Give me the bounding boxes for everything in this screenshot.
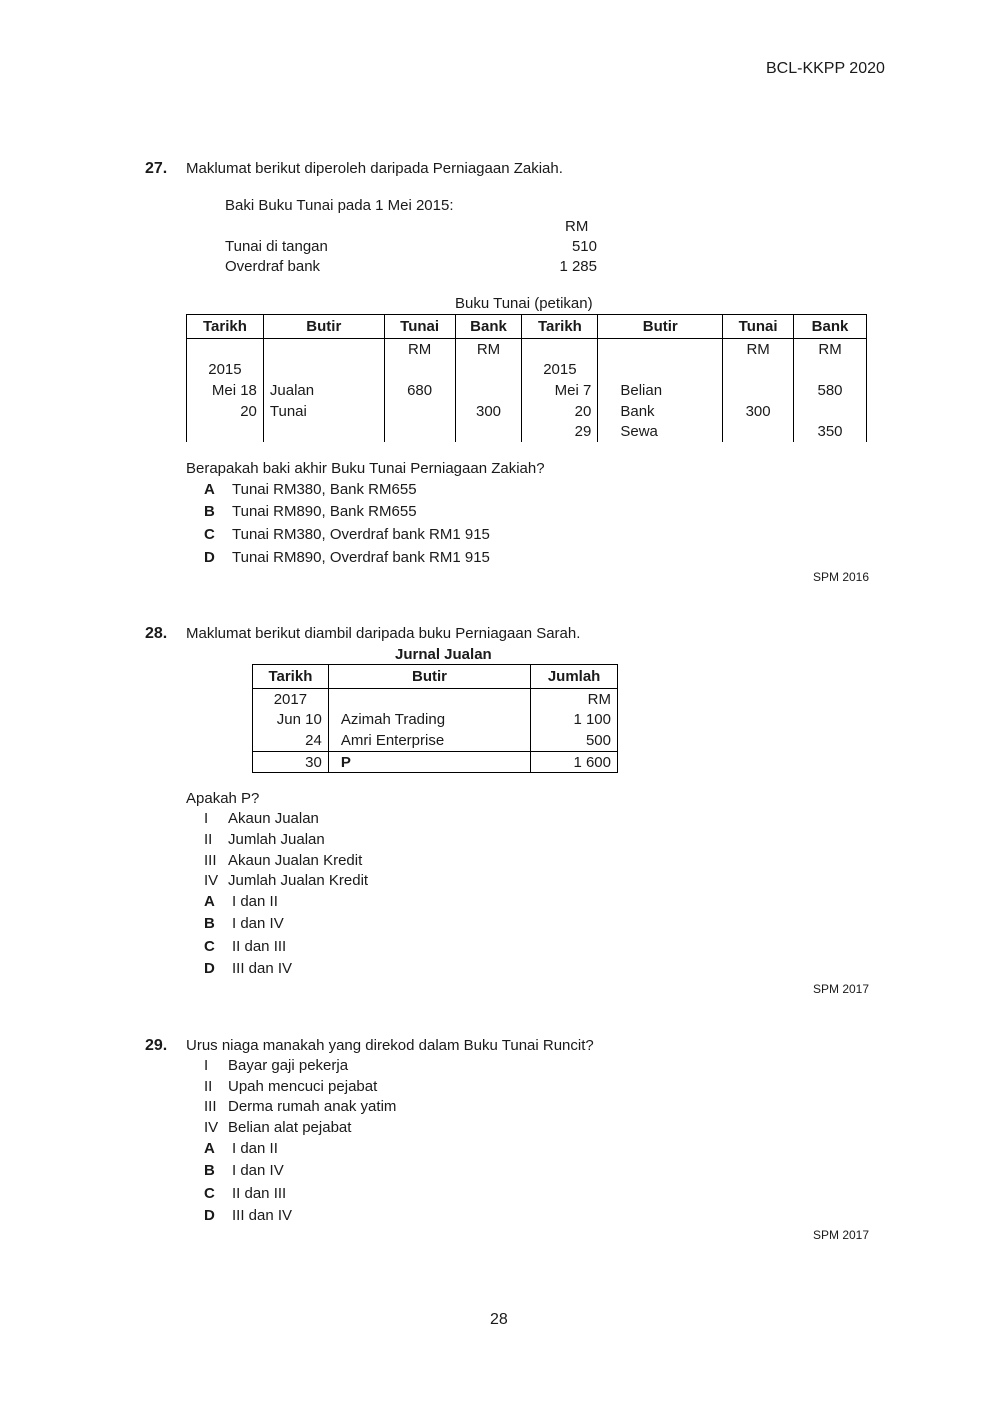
page-header: BCL-KKPP 2020 [766, 60, 885, 77]
q29-statement [204, 1078, 377, 1095]
statement-text: Bayar gaji pekerja [228, 1057, 349, 1074]
col-header: Tarikh [187, 315, 264, 339]
journal-header-row [253, 665, 618, 689]
table-cell: 20 [187, 401, 264, 422]
statement-text: Jumlah Jualan Kredit [228, 872, 369, 889]
table-cell: 20 [522, 401, 598, 422]
option-letter: B [204, 1162, 215, 1179]
col-header: Tunai [723, 315, 794, 339]
table-cell [384, 360, 455, 381]
table-row [187, 360, 867, 381]
table-cell: Sewa [598, 421, 723, 442]
option-letter: A [204, 1140, 215, 1157]
option-text: Tunai RM890, Overdraf bank RM1 915 [232, 549, 490, 566]
option-text: III dan IV [232, 1207, 293, 1224]
table-cell: 580 [794, 380, 867, 401]
table-cell: 2015 [187, 360, 264, 381]
statement-number: III [204, 852, 217, 869]
q28-option-a[interactable] [204, 893, 278, 910]
option-text: I dan II [232, 893, 278, 910]
table-cell: 1 100 [531, 710, 618, 731]
option-letter: B [204, 503, 215, 520]
table-cell [598, 339, 723, 360]
table-row [253, 689, 618, 710]
table-cell [522, 339, 598, 360]
table-cell: 350 [794, 421, 867, 442]
table-cell: RM [723, 339, 794, 360]
page-number: 28 [490, 1311, 508, 1328]
q27-option-c[interactable] [204, 526, 490, 543]
q27-balance-label-0: Tunai di tangan [225, 238, 328, 255]
table-cell [187, 421, 264, 442]
table-cell: P [328, 751, 530, 773]
table-cell [455, 360, 522, 381]
table-cell: 30 [253, 751, 329, 773]
q28-option-b[interactable] [204, 915, 284, 932]
q27-table-title: Buku Tunai (petikan) [455, 295, 593, 312]
option-letter: A [204, 893, 215, 910]
sales-journal-table [252, 664, 618, 773]
option-letter: D [204, 960, 215, 977]
option-letter: A [204, 481, 215, 498]
q27-rm-label: RM [565, 218, 589, 235]
q28-statement [204, 831, 325, 848]
table-cell: Amri Enterprise [328, 730, 530, 751]
q28-question: Apakah P? [186, 790, 260, 807]
q28-option-c[interactable] [204, 938, 286, 955]
statement-text: Upah mencuci pejabat [228, 1078, 378, 1095]
option-letter: C [204, 1185, 215, 1202]
table-cell [723, 380, 794, 401]
col-header: Butir [263, 315, 384, 339]
q27-balance-title: Baki Buku Tunai pada 1 Mei 2015: [225, 197, 454, 214]
q29-statement [204, 1057, 348, 1074]
table-cell: RM [384, 339, 455, 360]
table-cell [723, 421, 794, 442]
option-text: Tunai RM380, Overdraf bank RM1 915 [232, 526, 490, 543]
q27-question: Berapakah baki akhir Buku Tunai Perniagaan Zakiah? [186, 460, 545, 477]
q28-table-title: Jurnal Jualan [395, 646, 492, 663]
option-text: Tunai RM380, Bank RM655 [232, 481, 417, 498]
option-text: I dan II [232, 1140, 278, 1157]
q29-option-a[interactable] [204, 1140, 278, 1157]
statement-text: Akaun Jualan Kredit [228, 852, 363, 869]
table-cell [794, 360, 867, 381]
table-cell [263, 421, 384, 442]
cash-book-table [186, 314, 867, 442]
table-cell: Azimah Trading [328, 710, 530, 731]
table-row [253, 710, 618, 731]
q27-stem: Maklumat berikut diperoleh daripada Perniagaan Zakiah. [186, 160, 563, 177]
table-cell: 1 600 [531, 751, 618, 773]
table-cell: Belian [598, 380, 723, 401]
statement-text: Derma rumah anak yatim [228, 1098, 397, 1115]
table-cell: Jun 10 [253, 710, 329, 731]
table-cell: RM [455, 339, 522, 360]
table-cell: Jualan [263, 380, 384, 401]
q27-balance-label-1: Overdraf bank [225, 258, 321, 275]
option-text: II dan III [232, 938, 287, 955]
q29-option-b[interactable] [204, 1162, 284, 1179]
option-text: Tunai RM890, Bank RM655 [232, 503, 417, 520]
q27-option-b[interactable] [204, 503, 417, 520]
option-letter: C [204, 526, 215, 543]
option-letter: D [204, 549, 215, 566]
table-cell: 680 [384, 380, 455, 401]
table-cell [723, 360, 794, 381]
col-header: Bank [455, 315, 522, 339]
statement-text: Belian alat pejabat [228, 1119, 352, 1136]
table-cell: 500 [531, 730, 618, 751]
table-cell [598, 360, 723, 381]
table-row-total [253, 751, 618, 773]
q29-option-d[interactable] [204, 1207, 292, 1224]
table-cell [384, 401, 455, 422]
q27-balance-value-1: 1 285 [559, 258, 597, 275]
cash-book-header-row [187, 315, 867, 339]
option-letter: B [204, 915, 215, 932]
q28-statement [204, 852, 362, 869]
option-text: I dan IV [232, 915, 284, 932]
q28-number: 28. [145, 625, 168, 642]
statement-number: III [204, 1098, 217, 1115]
table-cell: 29 [522, 421, 598, 442]
statement-number: II [204, 831, 213, 848]
option-letter: D [204, 1207, 215, 1224]
q29-number: 29. [145, 1037, 168, 1054]
q29-source: SPM 2017 [813, 1228, 870, 1242]
q29-statement [204, 1119, 351, 1136]
table-cell [794, 401, 867, 422]
table-row [253, 730, 618, 751]
table-cell [263, 339, 384, 360]
q28-source: SPM 2017 [813, 982, 870, 996]
col-header: Tarikh [522, 315, 598, 339]
table-cell [455, 380, 522, 401]
q27-source: SPM 2016 [813, 570, 870, 584]
option-text: III dan IV [232, 960, 293, 977]
table-row [187, 421, 867, 442]
q29-stem: Urus niaga manakah yang direkod dalam Buku Tunai Runcit? [186, 1037, 594, 1054]
statement-number: IV [204, 872, 219, 889]
col-header: Tarikh [253, 665, 329, 689]
col-header: Bank [794, 315, 867, 339]
q29-statement [204, 1098, 396, 1115]
table-cell: Mei 18 [187, 380, 264, 401]
q29-option-c[interactable] [204, 1185, 286, 1202]
col-header: Butir [598, 315, 723, 339]
statement-number: IV [204, 1119, 219, 1136]
table-cell: 2017 [253, 689, 329, 710]
table-cell: 2015 [522, 360, 598, 381]
table-row [187, 339, 867, 360]
table-cell: Bank [598, 401, 723, 422]
option-letter: C [204, 938, 215, 955]
q28-statement [204, 810, 319, 827]
statement-number: II [204, 1078, 213, 1095]
col-header: Jumlah [531, 665, 618, 689]
table-row [187, 380, 867, 401]
statement-text: Akaun Jualan [228, 810, 319, 827]
q28-option-d[interactable] [204, 960, 292, 977]
table-cell: 300 [723, 401, 794, 422]
statement-number: I [204, 1057, 209, 1074]
option-text: I dan IV [232, 1162, 284, 1179]
q27-number: 27. [145, 160, 168, 177]
table-cell: Mei 7 [522, 380, 598, 401]
statement-number: I [204, 810, 209, 827]
table-cell [455, 421, 522, 442]
table-cell: 24 [253, 730, 329, 751]
q27-balance-value-0: 510 [571, 238, 597, 255]
q28-statement [204, 872, 368, 889]
table-cell: RM [531, 689, 618, 710]
col-header: Butir [328, 665, 530, 689]
table-cell [187, 339, 264, 360]
table-row [187, 401, 867, 422]
table-cell [384, 421, 455, 442]
col-header: Tunai [384, 315, 455, 339]
table-cell: RM [794, 339, 867, 360]
statement-text: Jumlah Jualan [228, 831, 325, 848]
q28-stem: Maklumat berikut diambil daripada buku Perniagaan Sarah. [186, 625, 581, 642]
table-cell [328, 689, 530, 710]
table-cell: Tunai [263, 401, 384, 422]
table-cell: 300 [455, 401, 522, 422]
option-text: II dan III [232, 1185, 287, 1202]
table-cell [263, 360, 384, 381]
q27-option-d[interactable] [204, 549, 490, 566]
q27-option-a[interactable] [204, 481, 417, 498]
